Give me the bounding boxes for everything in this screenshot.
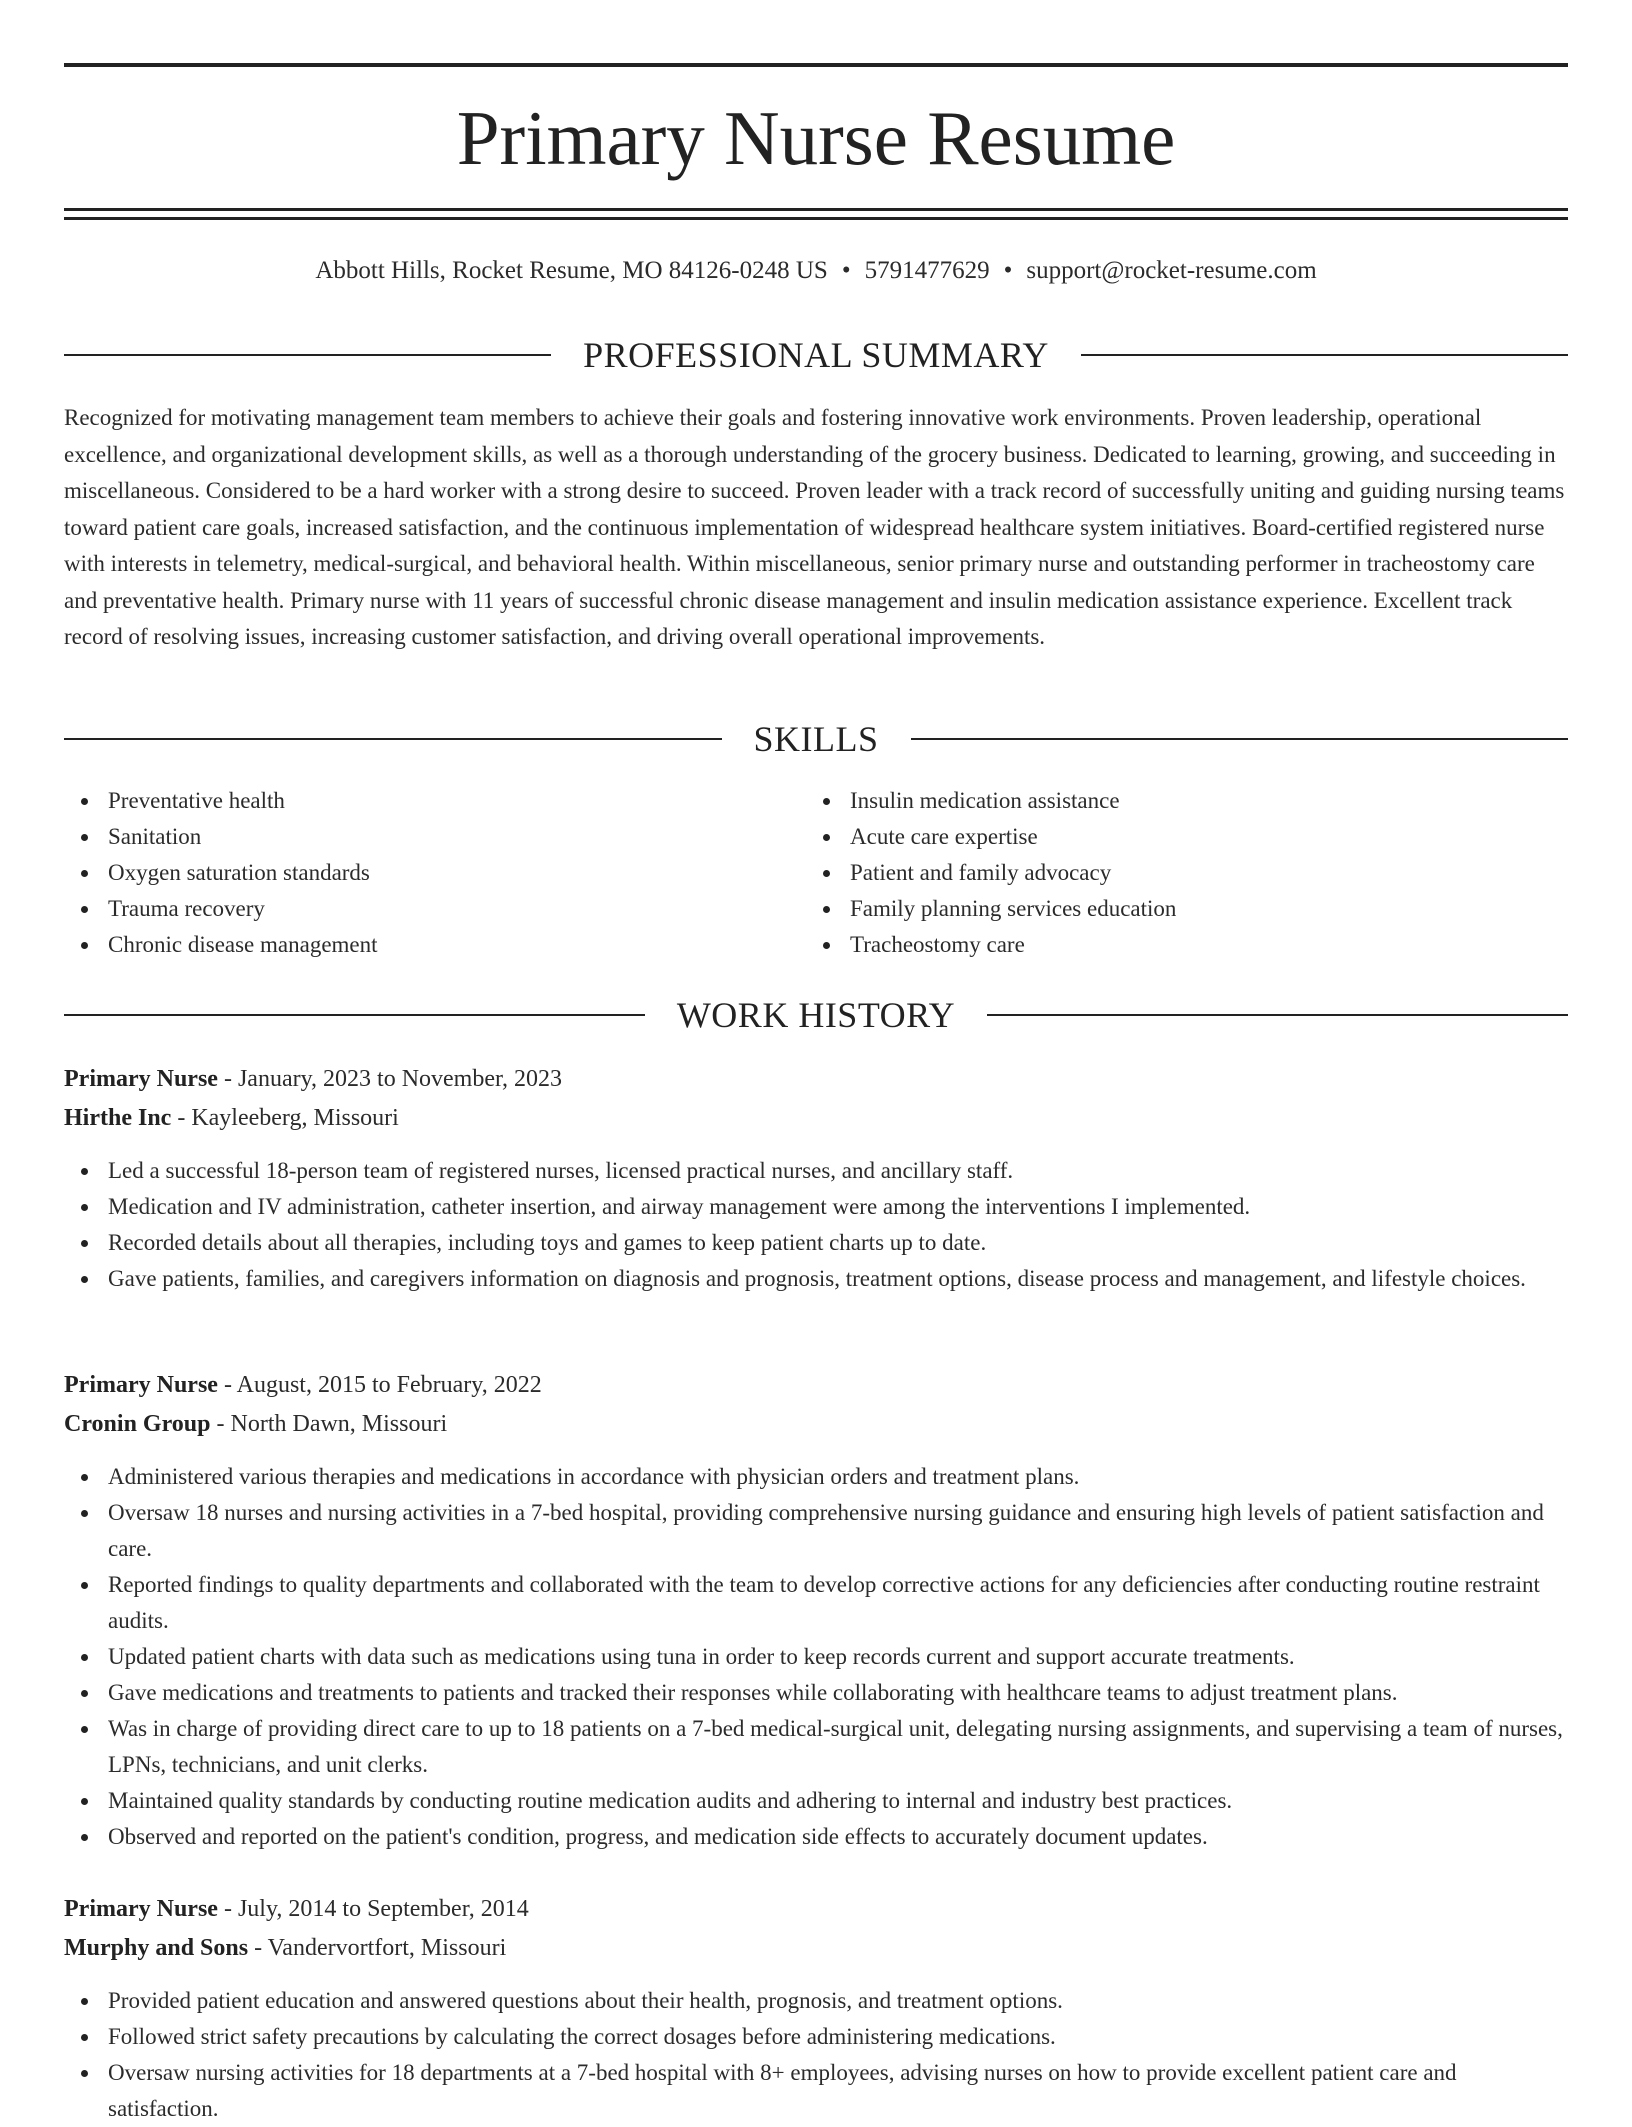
- heading-rule-left: [64, 738, 722, 740]
- heading-rule-right: [911, 738, 1569, 740]
- job-company-line: [64, 1929, 1568, 1968]
- job-bullet: Updated patient charts with data such as medications using tuna in order to keep records current and support accurate treatments.: [108, 1639, 1568, 1675]
- job-location: - Kayleeberg, Missouri: [171, 1105, 399, 1131]
- job-bullet: Oversaw nursing activities for 18 departments at a 7-bed hospital with 8+ employees, advising nurses on how to provide excellent patient care and satisfaction.: [108, 2055, 1568, 2127]
- heading-rule-right: [1081, 354, 1568, 356]
- contact-line: [64, 253, 1568, 289]
- job-company-line: [64, 1405, 1568, 1444]
- work-history-section-heading: [64, 993, 1568, 1037]
- job-entry: [64, 1060, 1568, 1297]
- skills-list-right: [806, 783, 1506, 963]
- job-company-line: [64, 1099, 1568, 1138]
- job-bullet-list: [64, 1983, 1568, 2127]
- job-dates: - July, 2014 to September, 2014: [217, 1896, 529, 1922]
- skills-heading-label: SKILLS: [753, 719, 879, 759]
- job-bullet: Recorded details about all therapies, including toys and games to keep patient charts up to date.: [108, 1225, 1568, 1261]
- job-bullet: Oversaw 18 nurses and nursing activities in a 7-bed hospital, providing comprehensive nursing guidance and ensuring high levels of patient satisfaction and care.: [108, 1495, 1568, 1567]
- job-bullet: Was in charge of providing direct care to up to 18 patients on a 7-bed medical-surgical unit, delegating nursing assignments, and supervising a team of nurses, LPNs, technicians, and unit clerks.: [108, 1711, 1568, 1783]
- skill-item: Acute care expertise: [850, 819, 1506, 855]
- skill-item: Tracheostomy care: [850, 927, 1506, 963]
- job-bullet: Reported findings to quality departments and collaborated with the team to develop corrective actions for any deficiencies after conducting routine restraint audits.: [108, 1567, 1568, 1639]
- job-bullet: Led a successful 18-person team of registered nurses, licensed practical nurses, and ancillary staff.: [108, 1153, 1568, 1189]
- job-title-line: [64, 1890, 1568, 1929]
- skills-list-left: [64, 783, 764, 963]
- job-title: Primary Nurse: [64, 1372, 218, 1398]
- skill-item: Trauma recovery: [108, 891, 764, 927]
- summary-heading-label: PROFESSIONAL SUMMARY: [583, 335, 1049, 375]
- job-bullet: Observed and reported on the patient's condition, progress, and medication side effects to accurately document updates.: [108, 1819, 1568, 1855]
- skill-item: Oxygen saturation standards: [108, 855, 764, 891]
- header-double-rule: [64, 208, 1568, 220]
- job-company: Murphy and Sons: [64, 1935, 249, 1961]
- job-entry: [64, 1890, 1568, 2127]
- work-history-heading-label: WORK HISTORY: [676, 995, 956, 1035]
- job-bullet: Provided patient education and answered questions about their health, prognosis, and treatment options.: [108, 1983, 1568, 2019]
- contact-phone: 5791477629: [864, 257, 990, 284]
- contact-separator: •: [841, 257, 851, 284]
- contact-separator: •: [1003, 257, 1013, 284]
- contact-email: support@rocket-resume.com: [1026, 257, 1317, 284]
- resume-title: Primary Nurse Resume: [456, 95, 1176, 181]
- contact-address: Abbott Hills, Rocket Resume, MO 84126-0248 US: [315, 257, 828, 284]
- job-bullet-list: [64, 1459, 1568, 1855]
- skills-section-heading: [64, 717, 1568, 761]
- job-title: Primary Nurse: [64, 1896, 218, 1922]
- job-bullet-list: [64, 1153, 1568, 1297]
- skills-column-left: [64, 783, 764, 963]
- job-bullet: Gave medications and treatments to patients and tracked their responses while collaborating with healthcare teams to adjust treatment plans.: [108, 1675, 1568, 1711]
- heading-rule-left: [64, 1014, 645, 1016]
- summary-section-heading: [64, 333, 1568, 377]
- job-bullet: Medication and IV administration, catheter insertion, and airway management were among the interventions I implemented.: [108, 1189, 1568, 1225]
- job-dates: - August, 2015 to February, 2022: [217, 1372, 542, 1398]
- job-bullet: Administered various therapies and medications in accordance with physician orders and treatment plans.: [108, 1459, 1568, 1495]
- heading-rule-left: [64, 354, 551, 356]
- skill-item: Family planning services education: [850, 891, 1506, 927]
- skill-item: Chronic disease management: [108, 927, 764, 963]
- professional-summary-text: Recognized for motivating management team members to achieve their goals and fostering innovative work environments. Proven leadership, operational excellence, and organizational development skills, as well as a thorough understanding of the grocery business. Dedicated to learning, growing, and succeeding in miscellaneous. Considered to be a hard worker with a strong desire to succeed. Proven leader with a track record of successfully uniting and guiding nursing teams toward patient care goals, increased satisfaction, and the continuous implementation of widespread healthcare system initiatives. Board-certified registered nurse with interests in telemetry, medical-surgical, and behavioral health. Within miscellaneous, senior primary nurse and outstanding performer in tracheostomy care and preventative health. Primary nurse with 11 years of successful chronic disease management and insulin medication assistance experience. Excellent track record of resolving issues, increasing customer satisfaction, and driving overall operational improvements.: [64, 405, 1565, 649]
- heading-rule-right: [987, 1014, 1568, 1016]
- skill-item: Patient and family advocacy: [850, 855, 1506, 891]
- skills-column-right: [806, 783, 1506, 963]
- skill-item: Sanitation: [108, 819, 764, 855]
- job-company: Cronin Group: [64, 1411, 211, 1437]
- job-title-line: [64, 1060, 1568, 1099]
- job-company: Hirthe Inc: [64, 1105, 172, 1131]
- header-top-rule: [64, 63, 1568, 67]
- job-title-line: [64, 1366, 1568, 1405]
- skill-item: Insulin medication assistance: [850, 783, 1506, 819]
- job-title: Primary Nurse: [64, 1066, 218, 1092]
- job-location: - Vandervortfort, Missouri: [248, 1935, 507, 1961]
- job-location: - North Dawn, Missouri: [210, 1411, 448, 1437]
- job-dates: - January, 2023 to November, 2023: [217, 1066, 563, 1092]
- job-bullet: Followed strict safety precautions by calculating the correct dosages before administering medications.: [108, 2019, 1568, 2055]
- job-bullet: Gave patients, families, and caregivers information on diagnosis and prognosis, treatment options, disease process and management, and lifestyle choices.: [108, 1261, 1568, 1297]
- job-bullet: Maintained quality standards by conducting routine medication audits and adhering to internal and industry best practices.: [108, 1783, 1568, 1819]
- job-entry: [64, 1366, 1568, 1855]
- skill-item: Preventative health: [108, 783, 764, 819]
